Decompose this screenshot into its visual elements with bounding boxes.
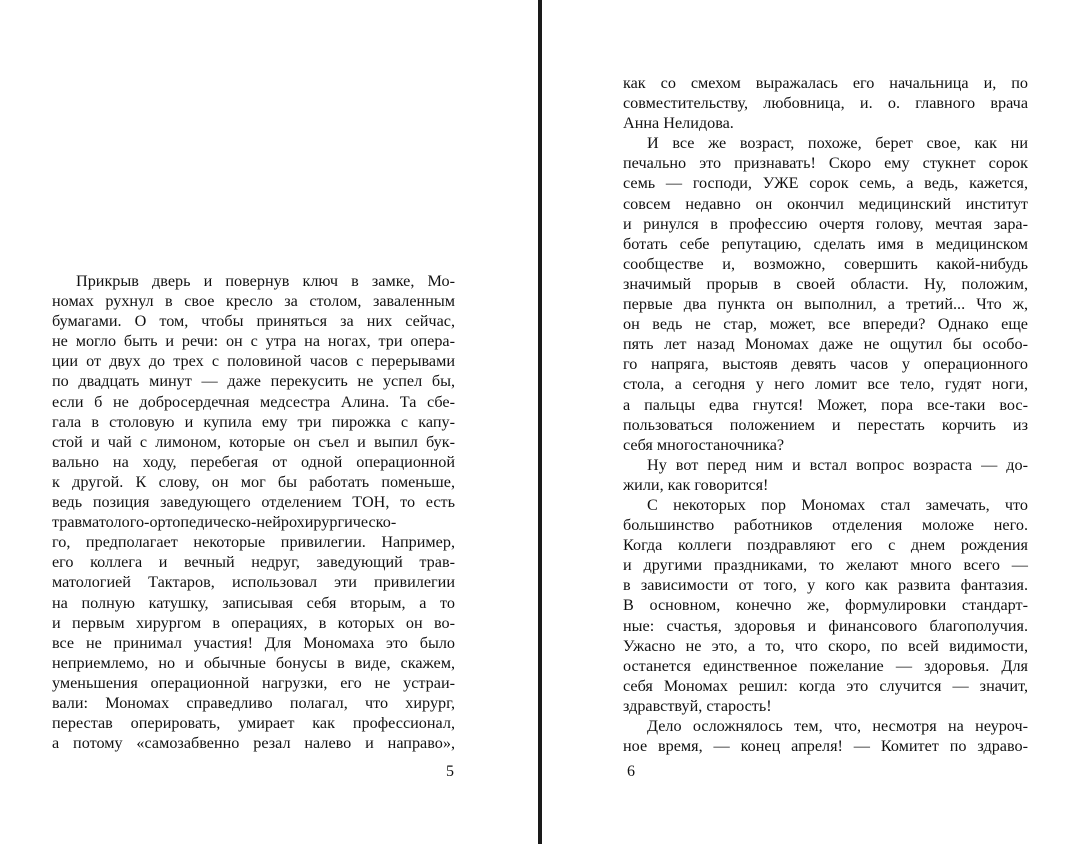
text-line: а потому «самозабвенно резал налево и направо», xyxy=(52,734,455,753)
text-line: совместительству, любовница, и. о. главного врача xyxy=(623,94,1028,113)
text-line: Анна Нелидова. xyxy=(623,114,734,133)
text-line: значимый прорыв в своей области. Ну, положим, xyxy=(623,274,1028,293)
text-line: первые два пункта он выполнил, а третий... Что ж, xyxy=(623,295,1028,314)
text-line: номах рухнул в свое кресло за столом, заваленным xyxy=(52,292,455,311)
paragraph xyxy=(623,716,1028,756)
text-line: себя многостаночника? xyxy=(623,435,785,454)
text-line: ботать себе репутацию, сделать имя в медицинском xyxy=(623,234,1028,253)
paragraph xyxy=(52,271,455,753)
text-line: пользоваться положением и перестать корчить из xyxy=(623,415,1028,434)
left-page xyxy=(0,0,538,844)
text-line: большинство работников отделения моложе него. xyxy=(623,516,1028,535)
text-line: ное время, — конец апреля! — Комитет по здраво- xyxy=(623,737,1028,756)
text-line: жили, как говорится! xyxy=(623,475,769,494)
text-line: если б не добросердечная медсестра Алина. Та сбе- xyxy=(52,392,455,411)
text-line: вально на ходу, перебегая от одной операционной xyxy=(52,452,455,471)
text-line: вали: Мономах справедливо полагал, что хирург, xyxy=(52,693,455,712)
right-page xyxy=(542,0,1089,844)
left-page-text xyxy=(52,271,455,753)
text-line: печально это признавать! Скоро ему стукнет сорок xyxy=(623,154,1028,173)
text-line: С некоторых пор Мономах стал замечать, что xyxy=(647,495,1028,514)
text-line: Прикрыв дверь и повернув ключ в замке, Мо- xyxy=(76,272,455,290)
text-line: неприемлемо, но и обычные бонусы в виде, скажем, xyxy=(52,653,455,672)
text-line: он ведь не стар, может, все впереди? Однако еще xyxy=(623,315,1028,334)
text-line: а пальцы едва гнутся! Может, пора все-таки вос- xyxy=(623,395,1028,414)
text-line: в зависимости от того, у кого как развита фантазия. xyxy=(623,576,1028,595)
text-line: себя Мономах решил: когда это случится — значит, xyxy=(623,676,1028,695)
text-line: пять лет назад Мономах даже не ощутил бы особо- xyxy=(623,335,1028,354)
right-page-text xyxy=(623,73,1028,756)
text-line: травматолого-ортопедическо-нейрохирургическо- xyxy=(52,513,397,532)
text-line: на полную катушку, записывая себя вторым, а то xyxy=(52,593,455,612)
text-line: сообществе и, возможно, совершить какой-нибудь xyxy=(623,254,1028,273)
text-line: и другими праздниками, то желают много всего — xyxy=(623,556,1028,575)
text-line: бумагами. О том, чтобы приняться за них сейчас, xyxy=(52,312,455,331)
text-line: Когда коллеги поздравляют его с днем рождения xyxy=(623,536,1028,555)
text-line: Ну вот перед ним и встал вопрос возраста — до- xyxy=(647,455,1028,474)
text-line: к другой. К слову, он мог бы работать поменьше, xyxy=(52,472,455,491)
text-line: го, предполагает некоторые привилегии. Например, xyxy=(52,533,455,552)
text-line: ные: счастья, здоровья и финансового благополучия. xyxy=(623,616,1028,635)
text-line: здравствуй, старость! xyxy=(623,696,772,715)
paragraph xyxy=(623,73,1028,133)
text-line: все не принимал участия! Для Мономаха это было xyxy=(52,633,455,652)
paragraph xyxy=(623,133,1028,455)
text-line: го напряга, выстояв девять часов у операционного xyxy=(623,355,1028,374)
left-page-number: 5 xyxy=(446,763,454,780)
text-line: как со смехом выражалась его начальница и, по xyxy=(623,74,1028,92)
text-line: совсем недавно он окончил медицинский институт xyxy=(623,194,1028,213)
text-line: гала в столовую и купила ему три пирожка с капу- xyxy=(52,412,455,431)
text-line: останется единственное пожелание — здоровья. Для xyxy=(623,656,1028,675)
text-line: не могло быть и речи: он с утра на ногах, три опера- xyxy=(52,332,455,351)
paragraph xyxy=(623,495,1028,716)
paragraph xyxy=(623,455,1028,495)
right-page-number: 6 xyxy=(627,763,635,780)
text-line: И все же возраст, похоже, берет свое, как ни xyxy=(647,134,1028,153)
text-line: его коллега и вечный недруг, заведующий трав- xyxy=(52,553,455,572)
text-line: по двадцать минут — даже перекусить не успел бы, xyxy=(52,372,455,391)
text-line: семь — господи, УЖЕ сорок семь, а ведь, кажется, xyxy=(623,174,1028,193)
text-line: перестав оперировать, умирает как профессионал, xyxy=(52,714,455,733)
text-line: ции от двух до трех с половиной часов с перерывами xyxy=(52,352,455,371)
text-line: В основном, конечно же, формулировки стандарт- xyxy=(623,596,1028,615)
text-line: ведь позиция заведующего отделением ТОН, то есть xyxy=(52,493,455,512)
text-line: стой и чай с лимоном, которые он съел и выпил бук- xyxy=(52,432,455,451)
text-line: Дело осложнялось тем, что, несмотря на неуроч- xyxy=(647,717,1028,735)
text-line: стола, а сегодня у него ломит все тело, гудят ноги, xyxy=(623,375,1028,394)
text-line: Ужасно не это, а то, что скоро, по всей видимости, xyxy=(623,636,1028,655)
text-line: уменьшения операционной нагрузки, его не устраи- xyxy=(52,673,455,692)
text-line: и первым хирургом в операциях, в которых он во- xyxy=(52,613,455,632)
text-line: и ринулся в профессию очертя голову, мечтая зара- xyxy=(623,214,1028,233)
text-line: матологией Тактаров, использовал эти привилегии xyxy=(52,573,455,592)
